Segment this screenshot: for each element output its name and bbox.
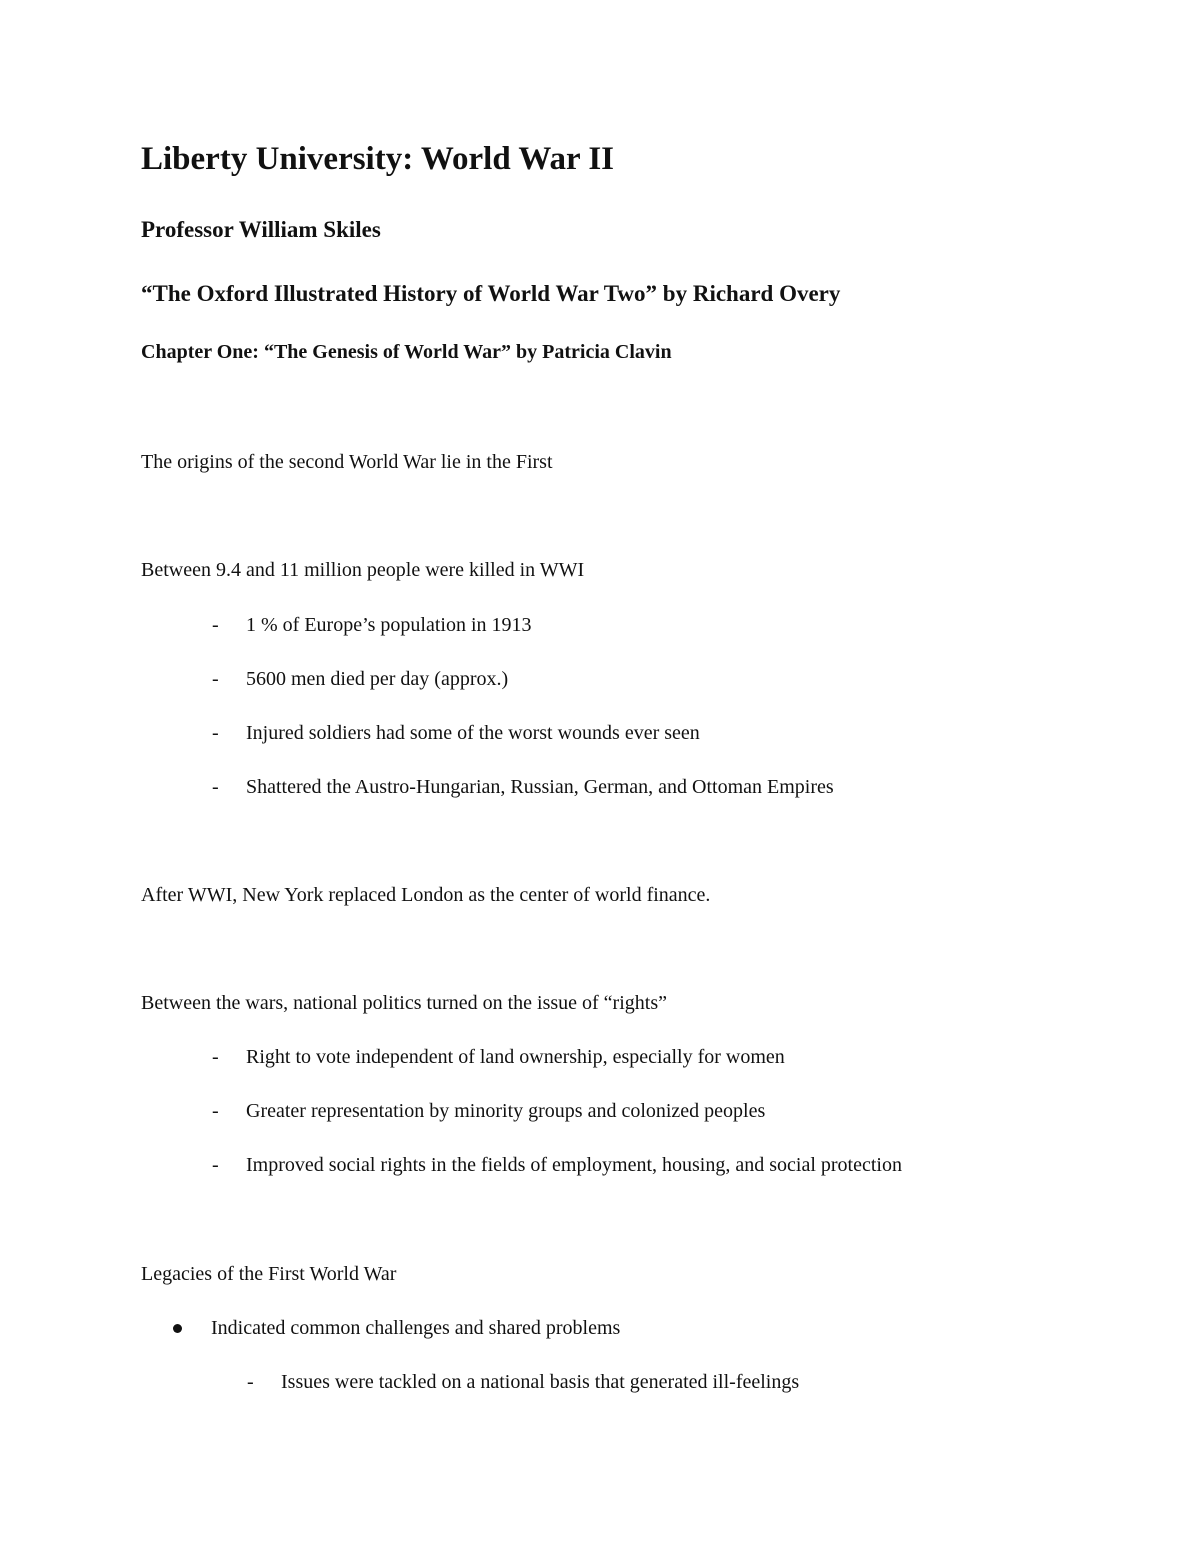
list-item-text: Right to vote independent of land ownership, especially for women bbox=[246, 1046, 785, 1068]
dash-marker: - bbox=[247, 1371, 254, 1393]
list-item-text: Issues were tackled on a national basis that generated ill-feelings bbox=[281, 1371, 800, 1393]
list-item-text: Injured soldiers had some of the worst wounds ever seen bbox=[246, 722, 700, 744]
list-item-text: 5600 men died per day (approx.) bbox=[246, 668, 509, 690]
legacies-heading: Legacies of the First World War bbox=[141, 1263, 397, 1285]
dash-marker: - bbox=[212, 722, 219, 744]
list-item-text: Shattered the Austro-Hungarian, Russian, German, and Ottoman Empires bbox=[246, 776, 834, 798]
professor-name: Professor William Skiles bbox=[141, 217, 381, 242]
bullet-dot-icon bbox=[173, 1324, 182, 1333]
list-item-text: 1 % of Europe’s population in 1913 bbox=[246, 614, 532, 636]
dash-marker: - bbox=[212, 668, 219, 690]
list-item-text: Greater representation by minority groups and colonized peoples bbox=[246, 1100, 766, 1122]
dash-marker: - bbox=[212, 1046, 219, 1068]
finance-note: After WWI, New York replaced London as the center of world finance. bbox=[141, 884, 711, 906]
bullet-item-text: Indicated common challenges and shared problems bbox=[211, 1317, 621, 1339]
dash-marker: - bbox=[212, 614, 219, 636]
dash-marker: - bbox=[212, 776, 219, 798]
rights-heading: Between the wars, national politics turned on the issue of “rights” bbox=[141, 992, 667, 1014]
dash-marker: - bbox=[212, 1154, 219, 1176]
origins-note: The origins of the second World War lie in the First bbox=[141, 451, 553, 473]
dash-marker: - bbox=[212, 1100, 219, 1122]
chapter-title: Chapter One: “The Genesis of World War” by Patricia Clavin bbox=[141, 341, 672, 363]
document-title: Liberty University: World War II bbox=[141, 141, 615, 177]
list-item-text: Improved social rights in the fields of employment, housing, and social protection bbox=[246, 1154, 902, 1176]
book-title: “The Oxford Illustrated History of World War Two” by Richard Overy bbox=[141, 281, 841, 306]
killed-heading: Between 9.4 and 11 million people were killed in WWI bbox=[141, 559, 585, 581]
